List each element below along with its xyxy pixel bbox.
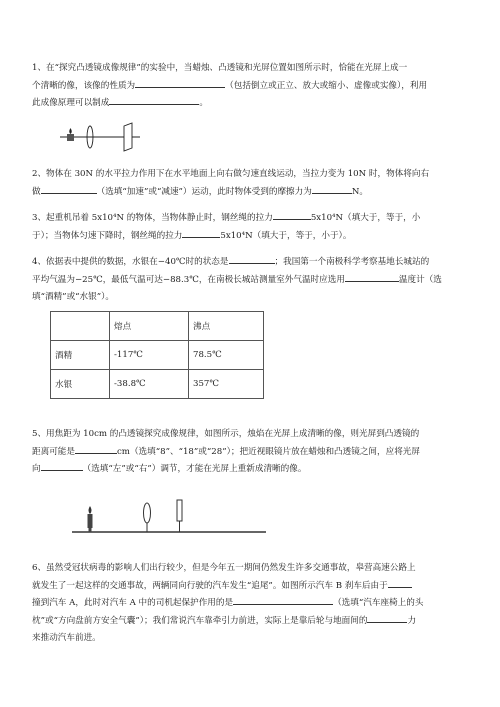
- question-3-line-2: 于）；当物体匀速下降时，钢丝绳的拉力 5x10⁴N（填大于，等于，小于）。: [32, 228, 472, 246]
- table-header-cell: 熔点: [110, 312, 189, 341]
- table-row: [51, 341, 264, 370]
- answer-blank[interactable]: [233, 595, 333, 605]
- question-1: [32, 60, 472, 113]
- question-3: [32, 210, 472, 245]
- question-2-line-2: 做 （选填“加速”或“减速”）运动，此时物体受到的摩擦力为 N。: [32, 184, 472, 202]
- screen-icon: [177, 500, 182, 532]
- table-header-cell: 沸点: [189, 312, 264, 341]
- question-4-line-3: 填“酒精”或“水银”）。: [32, 292, 115, 302]
- question-6-line-3: 撞到汽车 A，此时对汽车 A 中的司机起保护作用的是 （选填“汽车座椅上的头: [32, 595, 472, 613]
- table-header-cell: [51, 312, 110, 341]
- optical-bench-figure: [70, 492, 270, 542]
- answer-blank[interactable]: [75, 444, 117, 454]
- answer-blank[interactable]: [182, 228, 220, 238]
- question-1-line-3: 此成像原理可以制成 。: [32, 95, 472, 113]
- answer-blank[interactable]: [229, 254, 275, 264]
- question-6-line-4: 枕”或“方向盘前方安全气囊”）；我们常说汽车靠牵引力前进，实际上是靠后轮与地面间的 力: [32, 613, 472, 631]
- question-5-line-3: 向 （选填“左”或“右”）调节，才能在光屏上重新成清晰的像。: [32, 461, 472, 479]
- answer-blank[interactable]: [388, 578, 412, 588]
- answer-blank[interactable]: [109, 95, 199, 105]
- question-6-line-1: 6、虽然受冠状病毒的影响人们出行较少，但是今年五一期间仍然发生许多交通事故，皋营高速公路上: [32, 563, 416, 573]
- question-5: [32, 426, 472, 479]
- answer-blank[interactable]: [273, 210, 311, 220]
- table-header-row: [51, 312, 264, 341]
- lens-experiment-figure-1: [58, 118, 148, 158]
- question-2: [32, 166, 472, 201]
- melting-boiling-point-table: [50, 311, 264, 399]
- question-4: [32, 254, 472, 307]
- table-cell: 357℃: [189, 370, 264, 399]
- screen-icon: [124, 123, 132, 151]
- table-cell: 78.5℃: [189, 341, 264, 370]
- table-cell: 酒精: [51, 341, 110, 370]
- question-3-line-1: 3、起重机吊着 5x10⁴N 的物体，当物体静止时，钢丝绳的拉力 5x10⁴N（填大于，等于，小: [32, 210, 472, 228]
- answer-blank[interactable]: [345, 272, 399, 282]
- question-1-line-2: 个清晰的像，该像的性质为 （包括倒立或正立、放大或缩小、虚像或实像），利用: [32, 78, 472, 96]
- question-6-line-5: 来推动汽车前进。: [32, 633, 101, 643]
- table-cell: -117℃: [110, 341, 189, 370]
- candle-icon: [88, 506, 93, 532]
- answer-blank[interactable]: [367, 613, 407, 623]
- question-4-line-2: 平均气温为−25℃，最低气温可达−88.3℃，在南极长城站测量室外气温时应选用 温度计（选: [32, 272, 472, 290]
- question-5-line-2: 距离可能是 cm（选填“8”、“18”或“28”）；把近视眼镜片放在蜡烛和凸透镜之间，应将光屏: [32, 444, 472, 462]
- question-6-line-2: 就发生了一起这样的交通事故，两辆同向行驶的汽车发生“追尾”。如图所示汽车 B 刹车后由于: [32, 578, 472, 596]
- question-4-line-1: 4、依据表中提供的数据，水银在−40℃时的状态是 ；我国第一个南极科学考察基地长城站的: [32, 254, 472, 272]
- convex-lens-icon: [144, 503, 151, 532]
- answer-blank[interactable]: [41, 461, 83, 471]
- question-6: [32, 560, 472, 648]
- question-5-line-1: 5、用焦距为 10cm 的凸透镜探究成像规律，如图所示，烛焰在光屏上成清晰的像，则光屏到凸透镜的: [32, 429, 420, 439]
- table-cell: 水银: [51, 370, 110, 399]
- table-row: [51, 370, 264, 399]
- question-2-line-1: 2、物体在 30N 的水平拉力作用下在水平地面上向右做匀速直线运动，当拉力变为 10N 时，物体将向右: [32, 169, 430, 179]
- question-1-line-1: 1、在“探究凸透镜成像规律”的实验中，当蜡烛、凸透镜和光屏位置如图所示时，恰能在光屏上成一: [32, 63, 408, 73]
- answer-blank[interactable]: [312, 184, 352, 194]
- table-cell: -38.8℃: [110, 370, 189, 399]
- answer-blank[interactable]: [135, 78, 225, 88]
- candle-icon: [67, 128, 74, 141]
- answer-blank[interactable]: [41, 184, 97, 194]
